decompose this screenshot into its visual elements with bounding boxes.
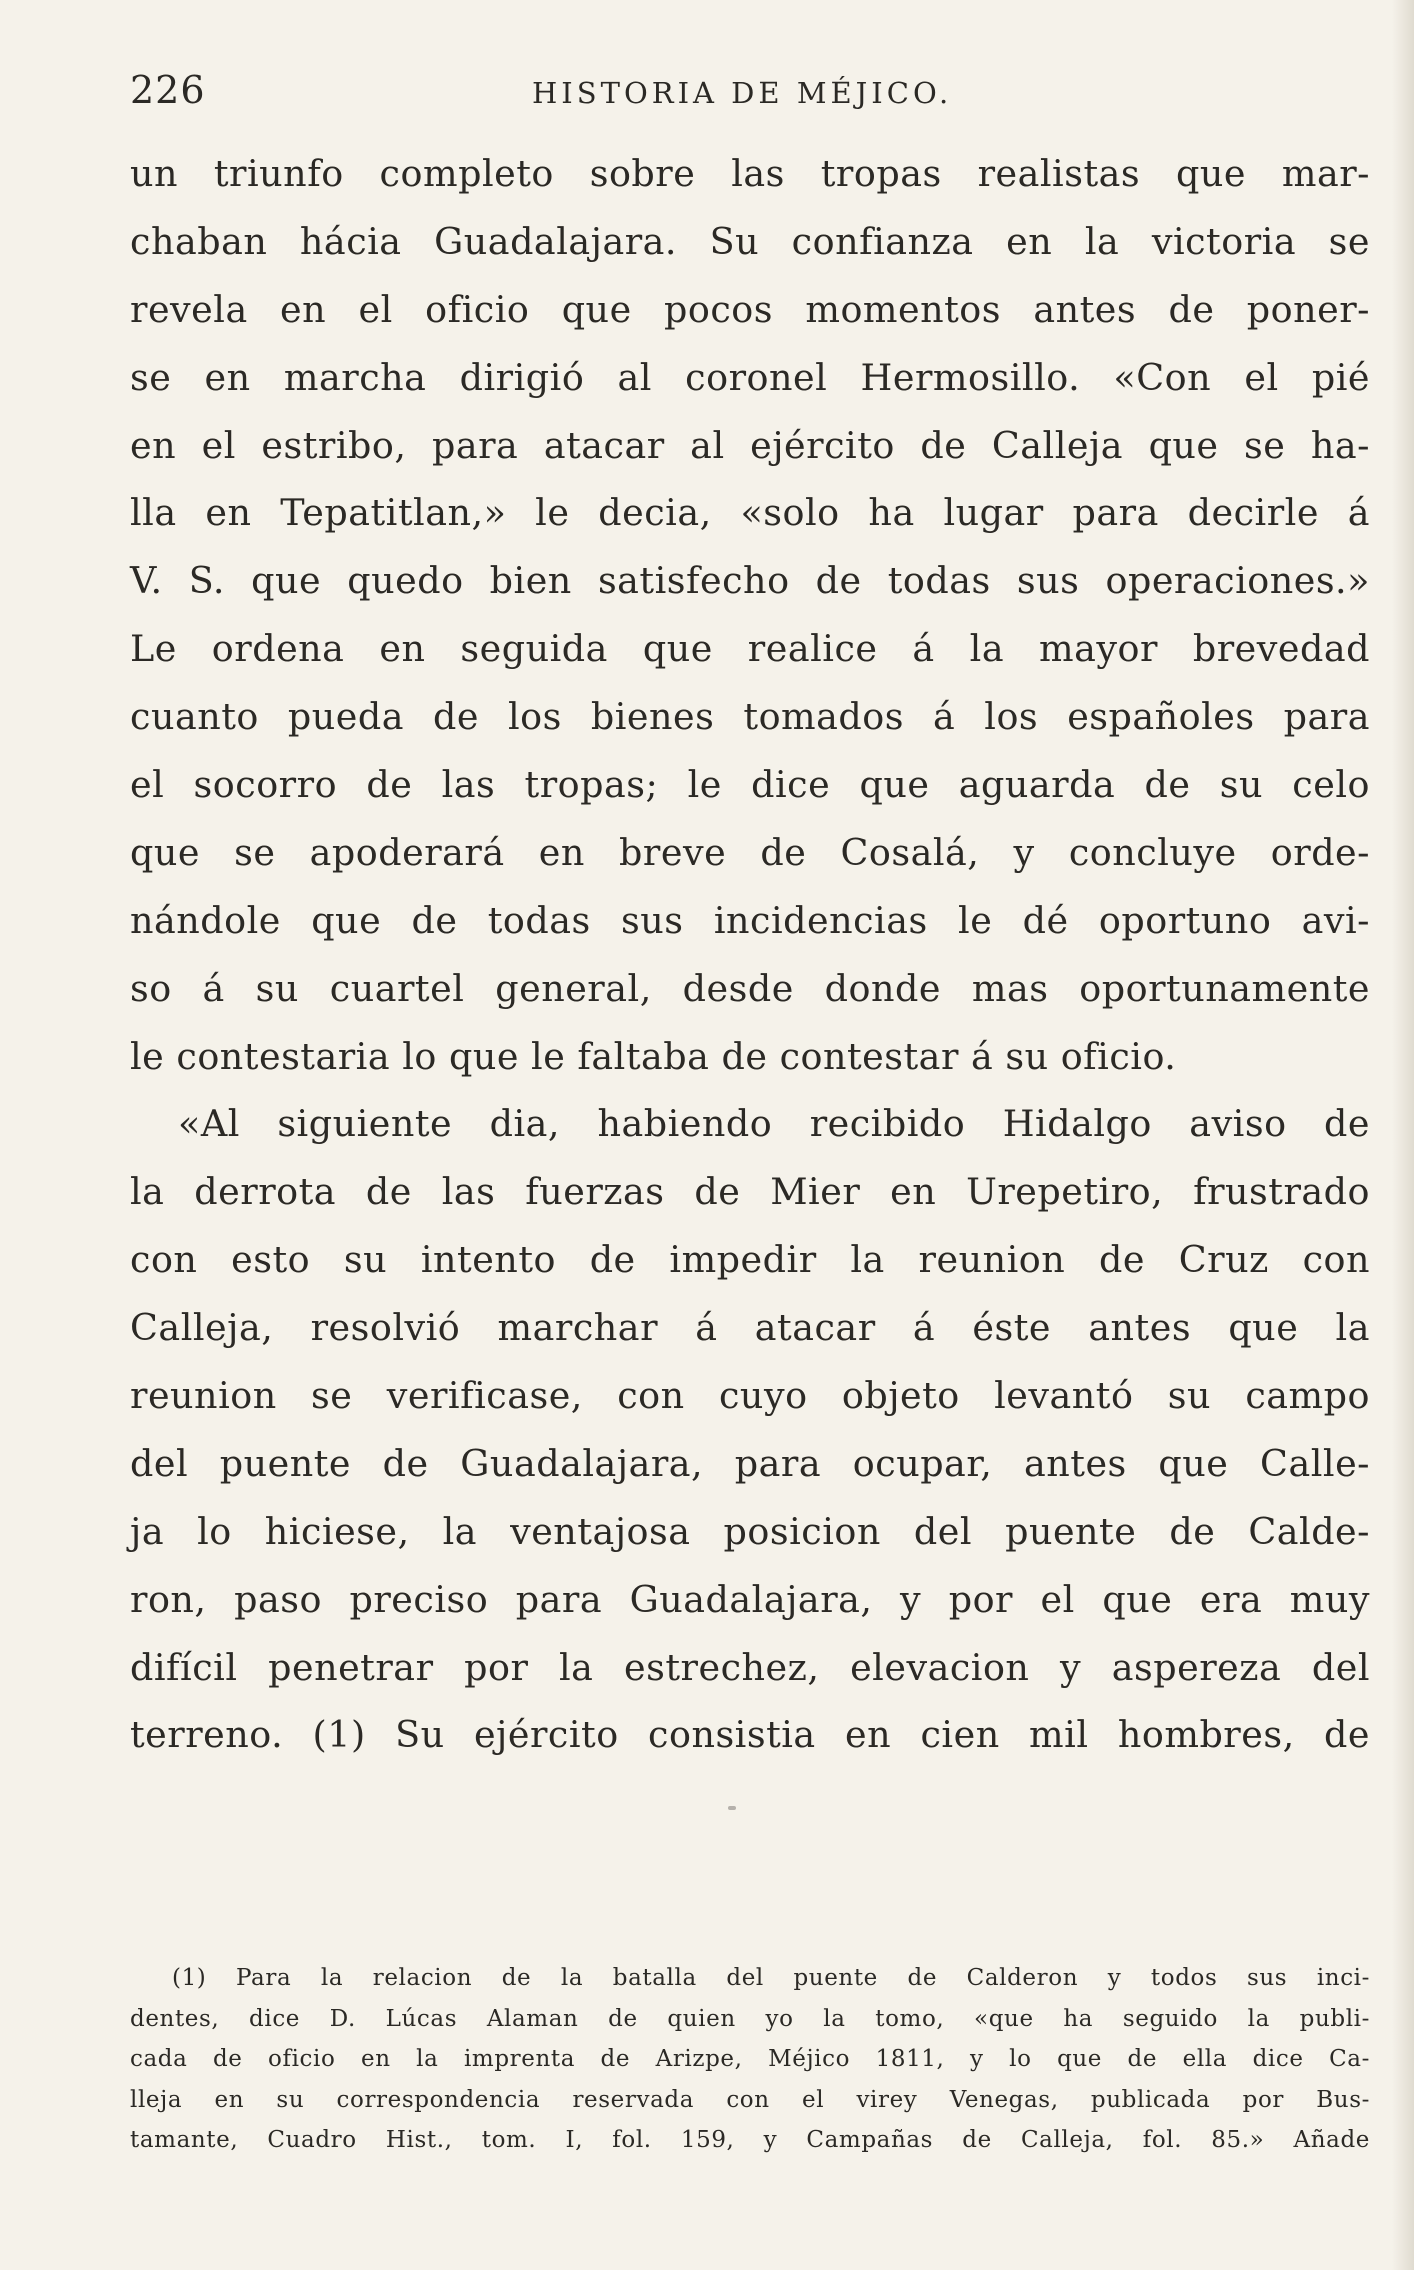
text-line: la derrota de las fuerzas de Mier en Urepetiro, frustrado (130, 1170, 1370, 1214)
text-line: Calleja, resolvió marchar á atacar á éste antes que la (130, 1306, 1370, 1350)
main-text (130, 140, 1370, 1769)
text-line: que se apoderará en breve de Cosalá, y concluye orde- (130, 830, 1370, 874)
text-line: reunion se verificase, con cuyo objeto levantó su campo (130, 1374, 1370, 1418)
text-line: del puente de Guadalajara, para ocupar, antes que Calle- (130, 1441, 1370, 1485)
page-number: 226 (130, 68, 206, 112)
text-line: le contestaria lo que le faltaba de contestar á su oficio. (130, 1034, 1177, 1078)
page-header (130, 68, 1370, 118)
footnote-line: (1) Para la relacion de la batalla del puente de Calderon y todos sus inci- (172, 1965, 1370, 1991)
text-line: ron, paso preciso para Guadalajara, y por el que era muy (130, 1577, 1370, 1621)
print-smudge (728, 1806, 736, 1810)
text-line: chaban hácia Guadalajara. Su confianza en la victoria se (130, 219, 1370, 263)
text-line: con esto su intento de impedir la reunion de Cruz con (130, 1238, 1370, 1282)
footnote-line: tamante, Cuadro Hist., tom. I, fol. 159, y Campañas de Calleja, fol. 85.» Añade (130, 2127, 1370, 2153)
footnote-line: dentes, dice D. Lúcas Alaman de quien yo la tomo, «que ha seguido la publi- (130, 2005, 1370, 2032)
paragraph-start-line: «Al siguiente dia, habiendo recibido Hidalgo aviso de (178, 1102, 1370, 1146)
text-line: cuanto pueda de los bienes tomados á los españoles para (130, 695, 1370, 739)
text-line: se en marcha dirigió al coronel Hermosillo. «Con el pié (130, 355, 1370, 399)
text-line: lla en Tepatitlan,» le decia, «solo ha lugar para decirle á (130, 491, 1370, 535)
text-line: terreno. (1) Su ejército consistia en cien mil hombres, de (130, 1713, 1370, 1757)
text-line: el socorro de las tropas; le dice que aguarda de su celo (130, 763, 1370, 807)
text-line: difícil penetrar por la estrechez, elevacion y aspereza del (130, 1645, 1370, 1689)
text-line: ja lo hiciese, la ventajosa posicion del puente de Calde- (130, 1509, 1370, 1553)
page-edge-shadow (1392, 0, 1414, 2270)
footnote-line: lleja en su correspondencia reservada con el virey Venegas, publicada por Bus- (130, 2086, 1370, 2113)
text-line: Le ordena en seguida que realice á la mayor brevedad (130, 627, 1370, 671)
footnote-block (130, 1958, 1370, 2161)
running-title: HISTORIA DE MÉJICO. (532, 76, 953, 110)
text-line: so á su cuartel general, desde donde mas oportunamente (130, 966, 1370, 1010)
footnote-line: cada de oficio en la imprenta de Arizpe, Méjico 1811, y lo que de ella dice Ca- (130, 2046, 1370, 2072)
text-line: revela en el oficio que pocos momentos antes de poner- (130, 287, 1370, 331)
text-line: V. S. que quedo bien satisfecho de todas sus operaciones.» (130, 559, 1370, 603)
text-line: en el estribo, para atacar al ejército de Calleja que se ha- (130, 423, 1370, 467)
text-line: un triunfo completo sobre las tropas realistas que mar- (130, 152, 1370, 195)
text-line: nándole que de todas sus incidencias le dé oportuno avi- (130, 898, 1370, 942)
